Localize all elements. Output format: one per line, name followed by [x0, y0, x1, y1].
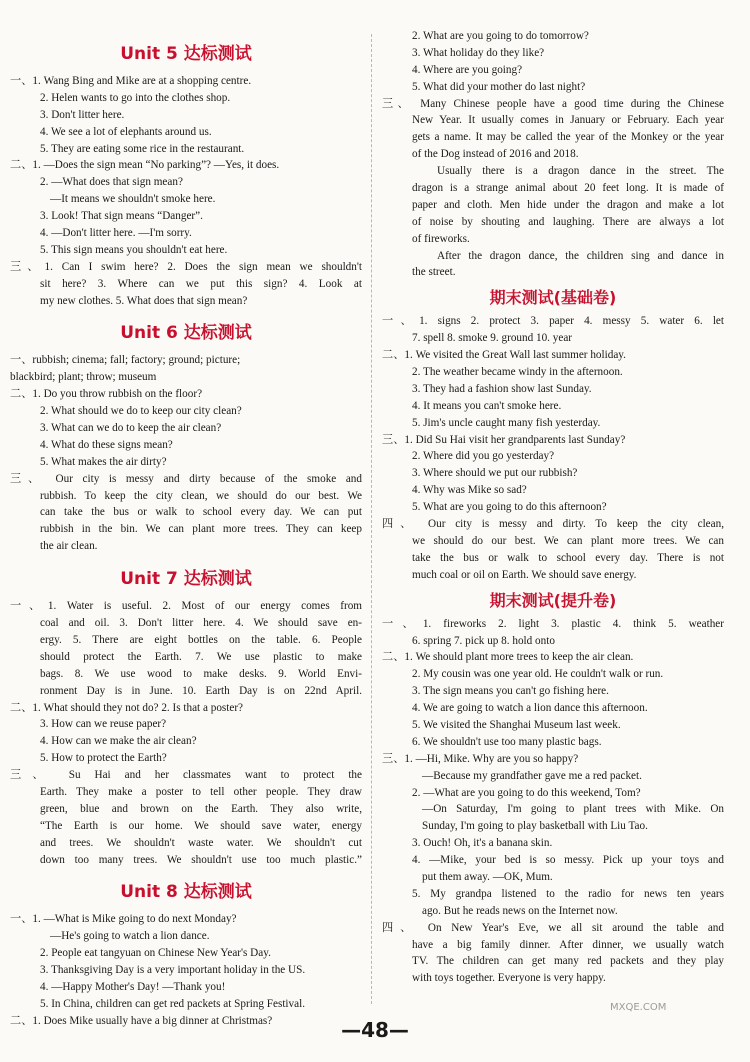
answer-line: “The Earth is our home. We should save water, energy	[40, 819, 362, 832]
answer-line: paper and cloth. Men hide under the dragon and make a lot	[412, 198, 724, 211]
answer-line: 5. We visited the Shanghai Museum last week.	[412, 718, 621, 731]
answer-line: 2. The weather became windy in the afternoon.	[412, 366, 623, 379]
answer-line: 5. Jim's uncle caught many fish yesterday.	[412, 416, 601, 429]
answer-line: 三、 Su Hai and her classmates want to protect the	[10, 769, 362, 782]
answer-line: should protect the Earth. 7. We use plastic to make	[40, 650, 362, 663]
answer-line: 4. Where are you going?	[412, 63, 523, 76]
section-heading: Unit 7 达标测试	[120, 569, 252, 590]
answer-line: 二、1. We should plant more trees to keep the air clean.	[382, 651, 634, 664]
section-heading: Unit 5 达标测试	[120, 44, 252, 64]
answer-line: the street.	[412, 266, 456, 279]
answer-line: 二、1. What should they not do? 2. Is that a poster?	[10, 701, 244, 714]
page-number: —48—	[341, 1018, 409, 1042]
answer-line: have a big family dinner. After dinner, we usually watch	[412, 938, 724, 951]
column-divider	[371, 34, 372, 1004]
answer-line: Usually there is a dragon dance in the street. The	[437, 165, 724, 178]
answer-line: 2. Where did you go yesterday?	[412, 450, 555, 463]
answer-line: 2. What are you going to do tomorrow?	[412, 30, 589, 42]
answer-line: much coal or oil on Earth. We should save energy.	[412, 568, 637, 581]
answer-line: 4. Why was Mike so sad?	[412, 484, 527, 497]
answer-line: and trees. We shouldn't waste water. We shouldn't cut	[40, 836, 362, 849]
answer-line: 2. What should we do to keep our city clean?	[40, 405, 242, 418]
answer-line: 7. spell 8. smoke 9. ground 10. year	[412, 332, 573, 345]
answer-line: 二、1. Does Mike usually have a big dinner at Christmas?	[10, 1014, 273, 1027]
left-column	[10, 28, 362, 1030]
answer-line: of the Dog instead of 2016 and 2018.	[412, 148, 579, 161]
answer-line: 三、1. Can I swim here? 2. Does the sign mean we shouldn't	[10, 260, 362, 273]
answer-line: 3. Where should we put our rubbish?	[412, 467, 578, 480]
answer-line: 4. What do these signs mean?	[40, 438, 173, 451]
answer-line: 三、1. Did Su Hai visit her grandparents last Sunday?	[382, 433, 626, 446]
answer-line: my new clothes. 5. What does that sign mean?	[40, 294, 248, 307]
answer-line: 3. What can we do to keep the air clean?	[40, 422, 222, 435]
answer-line: 5. In China, children can get red packets at Spring Festival.	[40, 997, 306, 1010]
answer-line: After the dragon dance, the children sing and dance in	[437, 249, 724, 262]
answer-line: 一、rubbish; cinema; fall; factory; ground; picture;	[10, 354, 241, 367]
answer-line: bags. 8. We use wood to make desks. 9. World Envi-	[40, 667, 362, 680]
answer-line: gets a name. It may be called the year of the Monkey or the year	[412, 131, 724, 144]
answer-line: 3. What holiday do they like?	[412, 46, 545, 59]
answer-line: 一、1. Wang Bing and Mike are at a shopping centre.	[10, 75, 252, 87]
section-heading: Unit 6 达标测试	[120, 323, 252, 344]
answer-line: we should do our best. We can plant more trees. We can	[412, 534, 724, 547]
answer-line: 二、1. Do you throw rubbish on the floor?	[10, 388, 203, 401]
answer-line: 6. spring 7. pick up 8. hold onto	[412, 634, 555, 647]
answer-line: 3. Ouch! Oh, it's a banana skin.	[412, 837, 553, 850]
answer-line: Earth. They make a poster to tell other people. They draw	[40, 785, 362, 798]
answer-line: of fireworks.	[412, 232, 470, 245]
answer-line: 4. It means you can't smoke here.	[412, 399, 562, 412]
answer-line: ago. But he reads news on the Internet now.	[422, 904, 618, 917]
answer-line: 二、1. —Does the sign mean “No parking”? —Yes, it does.	[10, 159, 280, 172]
answer-line: can take the bus or walk to school every day. We can put	[40, 506, 362, 519]
answer-line: 一、1. fireworks 2. light 3. plastic 4. think 5. weather	[382, 617, 724, 630]
section-heading: Unit 8 达标测试	[120, 882, 252, 903]
answer-line: 4. —Mike, your bed is so messy. Pick up your toys and	[412, 854, 724, 867]
answer-line: 5. This sign means you shouldn't eat here.	[40, 243, 228, 256]
answer-line: 2. Helen wants to go into the clothes shop.	[40, 91, 231, 104]
answer-line: 5. They are eating some rice in the restaurant.	[40, 142, 245, 155]
answer-line: 一、1. —What is Mike going to do next Monday?	[10, 913, 237, 926]
answer-line: dragon is a strange animal about 20 feet long. It is made of	[412, 182, 724, 195]
answer-line: 4. —Don't litter here. —I'm sorry.	[40, 227, 192, 240]
section-heading: 期末测试(基础卷)	[489, 288, 617, 308]
answer-line: —Because my grandfather gave me a red packet.	[422, 769, 642, 782]
answer-line: 5. What are you going to do this afternoon?	[412, 501, 607, 514]
answer-line: TV. The children can get many red packets and they play	[412, 955, 724, 968]
answer-line: 6. We shouldn't use too many plastic bags.	[412, 735, 602, 748]
answer-line: 三、 Our city is messy and dirty because of the smoke and	[10, 472, 362, 485]
answer-line: 四、 Our city is messy and dirty. To keep the city clean,	[382, 518, 724, 531]
answer-line: 二、1. We visited the Great Wall last summer holiday.	[382, 349, 626, 362]
answer-line: green, blue and brown on the Earth. They also write,	[40, 802, 362, 815]
answer-line: 3. Look! That sign means “Danger”.	[40, 210, 203, 223]
right-column	[382, 28, 724, 987]
answer-line: with toys together. Everyone is very happy.	[412, 972, 606, 985]
answer-line: 2. People eat tangyuan on Chinese New Year's Day.	[40, 947, 271, 960]
answer-line: 3. Thanksgiving Day is a very important holiday in the US.	[40, 964, 306, 977]
answer-line: —He's going to watch a lion dance.	[50, 930, 210, 943]
answer-line: 4. How can we make the air clean?	[40, 735, 197, 748]
answer-line: New Year. It usually comes in January or February. Each year	[412, 114, 724, 127]
answer-line: down too many trees. We shouldn't use too much plastic.”	[40, 853, 362, 866]
answer-line: sit here? 3. Where can we put this sign? 4. Look at	[40, 277, 362, 290]
watermark: MXQE.COM	[610, 1002, 667, 1013]
answer-line: 5. What did your mother do last night?	[412, 80, 586, 93]
answer-line: 三、 Many Chinese people have a good time during the Chinese	[382, 97, 724, 110]
answer-line: 2. —What are you going to do this weekend, Tom?	[412, 786, 641, 799]
answer-line: 4. We are going to watch a lion dance this afternoon.	[412, 702, 648, 715]
answer-line: coal and oil. 3. Don't litter here. 4. We should save en-	[40, 617, 362, 630]
answer-line: 3. Don't litter here.	[40, 108, 125, 121]
answer-line: 四、 On New Year's Eve, we all sit around the table and	[382, 921, 724, 934]
answer-line: of noise by shouting and laughing. There are always a lot	[412, 215, 724, 228]
answer-line: 一、1. Water is useful. 2. Most of our energy comes from	[10, 600, 362, 613]
answer-line: rubbish in the bin. We can plant more trees. They can keep	[40, 523, 362, 536]
answer-line: —On Saturday, I'm going to plant trees with Mike. On	[422, 803, 724, 816]
answer-line: 一、1. signs 2. protect 3. paper 4. messy 5. water 6. let	[382, 315, 724, 328]
answer-line: 4. —Happy Mother's Day! —Thank you!	[40, 980, 226, 993]
answer-line: ronment Day is in June. 10. Earth Day is on 22nd April.	[40, 684, 362, 697]
answer-line: take the bus or walk to school every day. There is not	[412, 551, 724, 564]
answer-line: ergy. 5. There are eight bottles on the table. 6. People	[40, 633, 362, 646]
answer-line: 3. The sign means you can't go fishing here.	[412, 685, 609, 698]
answer-line: 3. How can we reuse paper?	[40, 718, 167, 731]
answer-line: rubbish. To keep the city clean, we should do our best. We	[40, 489, 362, 502]
answer-line: put them away. —OK, Mum.	[422, 870, 553, 883]
answer-line: 5. My grandpa listened to the radio for news ten years	[412, 887, 724, 900]
answer-line: 三、1. —Hi, Mike. Why are you so happy?	[382, 752, 579, 765]
answer-line: 2. —What does that sign mean?	[40, 176, 183, 189]
answer-line: —It means we shouldn't smoke here.	[50, 193, 216, 206]
answer-line: 3. They had a fashion show last Sunday.	[412, 382, 592, 395]
answer-line: Sunday, I'm going to play basketball with Liu Tao.	[422, 820, 648, 833]
answer-line: 4. We see a lot of elephants around us.	[40, 125, 212, 138]
answer-line: 2. My cousin was one year old. He couldn't walk or run.	[412, 668, 664, 681]
answer-line: blackbird; plant; throw; museum	[10, 371, 157, 384]
section-heading: 期末测试(提升卷)	[489, 590, 617, 610]
answer-line: 5. What makes the air dirty?	[40, 455, 167, 468]
answer-line: the air clean.	[40, 540, 98, 553]
answer-line: 5. How to protect the Earth?	[40, 752, 167, 765]
